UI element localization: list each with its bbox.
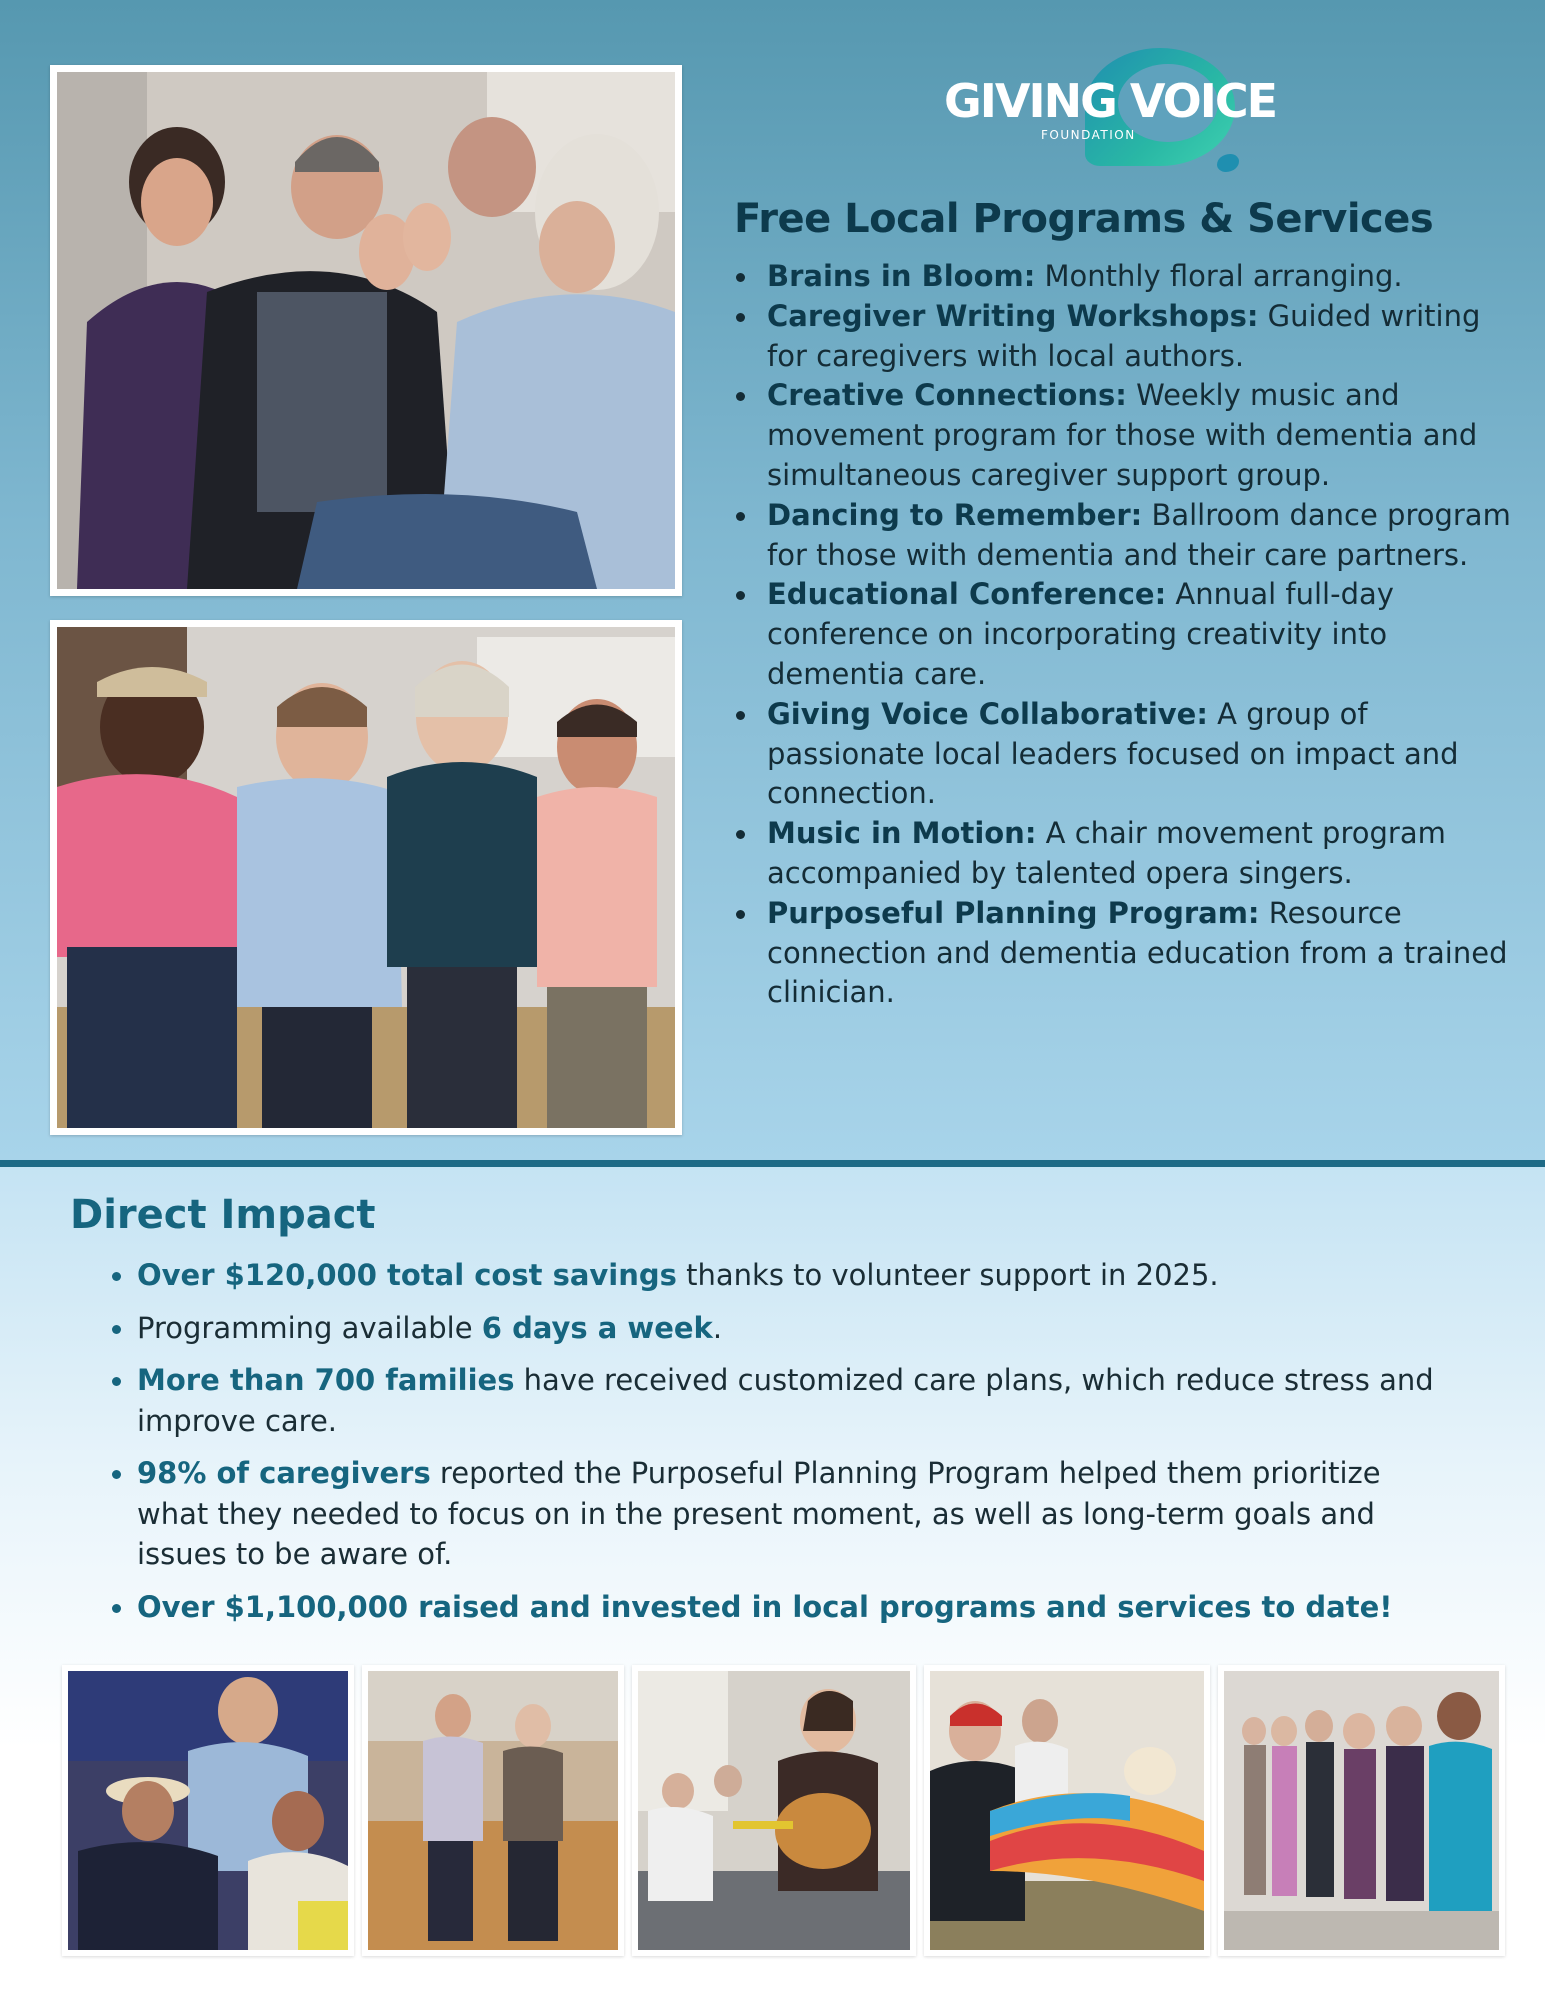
list-item — [734, 894, 1524, 1013]
impact-text: reported the Purposeful Planning Program helped them prioritize what they needed to focus on in the present moment, as well as long-term goals and issues to be aware of. — [137, 1456, 1381, 1571]
list-item — [734, 814, 1524, 894]
impact-text: . — [712, 1310, 723, 1345]
list-item — [110, 1308, 1440, 1349]
program-description: Annual full-day conference on incorporating creativity into dementia care. — [767, 577, 1394, 691]
programs-list — [734, 257, 1524, 1013]
impact-highlight: 6 days a week — [481, 1310, 713, 1345]
list-item — [734, 376, 1524, 495]
photo-high-five — [50, 65, 682, 596]
program-description: Guided writing for caregivers with local authors. — [767, 298, 1481, 373]
logo-wordmark: GIVING VOICE — [944, 74, 1277, 128]
logo-subtitle: FOUNDATION — [1041, 128, 1136, 142]
program-name: Brains in Bloom: — [767, 259, 1036, 293]
list-item — [110, 1360, 1440, 1441]
photo-strip-1 — [62, 1665, 354, 1956]
impact-highlight: More than 700 families — [137, 1363, 515, 1397]
program-description: A chair movement program accompanied by talented opera singers. — [767, 816, 1446, 890]
photo-strip-3 — [632, 1665, 916, 1956]
impact-highlight: Over $120,000 total cost savings — [137, 1258, 677, 1292]
impact-text: thanks to volunteer support in 2025. — [676, 1258, 1219, 1292]
list-item — [734, 297, 1524, 377]
list-item: Over $1,100,000 raised and invested in local programs and services to date! — [110, 1587, 1440, 1628]
photo-strip-2 — [362, 1665, 624, 1956]
list-item — [734, 257, 1524, 297]
impact-text: Programming available — [137, 1310, 482, 1345]
list-item — [734, 575, 1524, 694]
program-description: Resource connection and dementia education from a trained clinician. — [767, 895, 1508, 1010]
photo-strip-5 — [1218, 1665, 1505, 1956]
impact-highlight: 98% of caregivers — [137, 1456, 431, 1490]
program-name: Dancing to Remember: — [767, 497, 1143, 532]
list-item — [734, 695, 1524, 814]
impact-list — [110, 1255, 1440, 1639]
list-item — [110, 1453, 1440, 1575]
photo-group-women — [50, 620, 682, 1135]
program-name: Purposeful Planning Program: — [767, 895, 1260, 930]
giving-voice-logo — [935, 42, 1275, 182]
program-name: Music in Motion: — [767, 816, 1037, 851]
program-name: Giving Voice Collaborative: — [767, 696, 1208, 731]
program-description: Weekly music and movement program for those with dementia and simultaneous caregiver support group. — [767, 378, 1478, 492]
program-description: Ballroom dance program for those with dementia and their care partners. — [767, 497, 1511, 572]
section-divider — [0, 1160, 1545, 1167]
impact-text: have received customized care plans, which reduce stress and improve care. — [137, 1363, 1434, 1438]
program-description: Monthly floral arranging. — [1035, 259, 1403, 293]
list-item — [734, 496, 1524, 576]
program-name: Caregiver Writing Workshops: — [767, 298, 1259, 333]
photo-strip-4 — [924, 1665, 1210, 1956]
impact-title: Direct Impact — [70, 1192, 376, 1238]
list-item — [110, 1255, 1440, 1296]
program-name: Educational Conference: — [767, 577, 1167, 612]
program-description: A group of passionate local leaders focused on impact and connection. — [767, 696, 1459, 811]
logo-drop-icon — [1217, 154, 1239, 172]
programs-title: Free Local Programs & Services — [734, 196, 1434, 242]
program-name: Creative Connections: — [767, 378, 1127, 413]
